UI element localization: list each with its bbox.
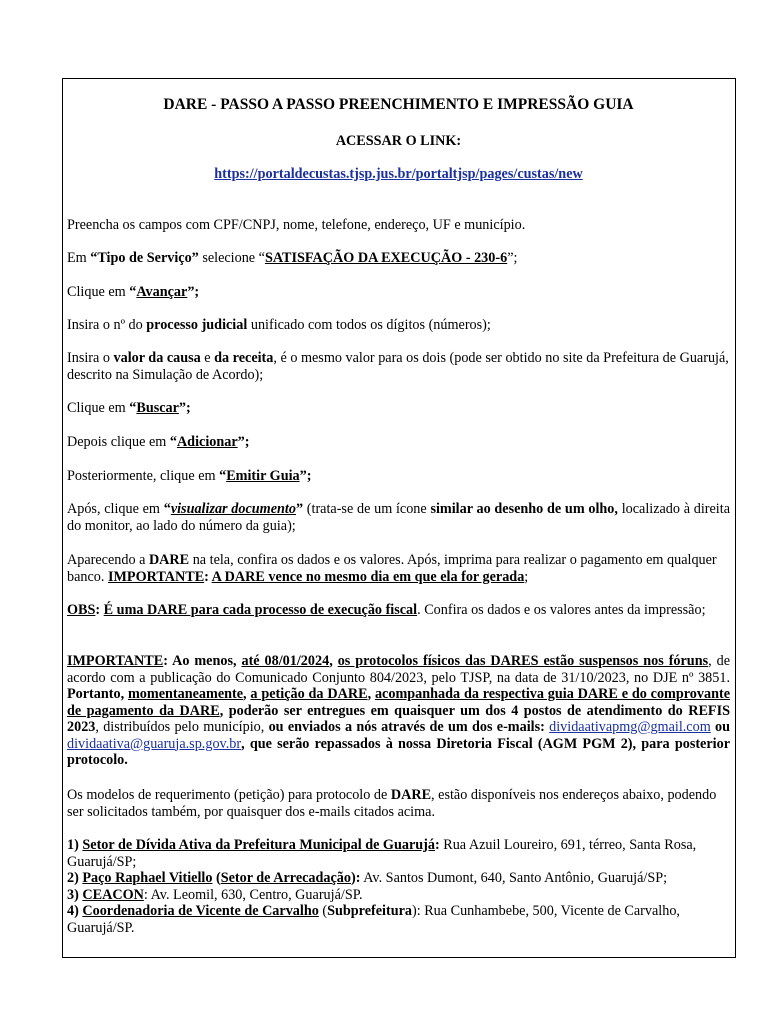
text: ) [411, 903, 417, 919]
quote: ” [295, 501, 304, 517]
address-number: 2) [67, 870, 83, 886]
step-view-document [67, 501, 730, 534]
text: . Confira os dados e os valores antes da impressão; [417, 602, 706, 618]
document-frame [62, 78, 736, 958]
text: : [95, 602, 104, 618]
address-name: Paço Raphael Vitiello [82, 870, 213, 886]
quote: “ [169, 434, 177, 450]
text: (trata-se de um ícone [303, 501, 431, 517]
step-fill-fields: Preencha os campos com CPF/CNPJ, nome, telefone, endereço, UF e município. [67, 217, 526, 233]
text: , [243, 686, 251, 702]
step-values [67, 350, 730, 383]
text: Após, clique em [67, 501, 164, 517]
email-link-gmail[interactable]: dividaativapmg@gmail.com [549, 719, 711, 735]
issue-guide-label: Emitir Guia [226, 468, 300, 484]
step-process-number [67, 317, 730, 334]
text: : Ao menos, [163, 653, 242, 669]
text: ( [212, 870, 221, 886]
text: Os modelos de requerimento (petição) para protocolo de [67, 787, 391, 803]
text: , de acordo com a publicação do Comunicado Conjunto 804/2023, pelo TJSP, na data de 31/10/2023, no DJE nº 3851. [67, 653, 731, 686]
important-paragraph [67, 653, 730, 769]
text: selecione “ [198, 250, 265, 266]
dare-label: DARE [390, 787, 432, 803]
quote: “ [163, 501, 171, 517]
dare-label: DARE [148, 552, 190, 568]
address-number: 4) [67, 903, 83, 919]
text: Portanto, [67, 686, 128, 702]
text: : [434, 837, 440, 853]
suspension-notice: os protocolos físicos das DARES estão suspensos nos fóruns [337, 653, 709, 669]
revenue-label: da receita [214, 350, 274, 366]
obs-label: OBS [67, 602, 96, 618]
text: Depois clique em [67, 434, 170, 450]
address-item-2 [67, 870, 730, 887]
access-link-heading: ACESSAR O LINK: [335, 133, 462, 149]
dare-petition-text: a petição da DARE [250, 686, 368, 702]
text: na tela, confira os dados e os valores. Após, imprima para realizar o pagamento em qualquer banco. [67, 552, 717, 585]
text: Insira o nº do [67, 317, 147, 333]
step-add [67, 434, 730, 451]
process-label: processo judicial [146, 317, 248, 333]
search-label: Buscar [136, 400, 179, 416]
quote: ”; [187, 284, 200, 300]
address-name: Setor de Dívida Ativa da Prefeitura Municipal de Guarujá [82, 837, 435, 853]
address-name: CEACON [82, 886, 144, 903]
text: , distribuídos pelo município, [95, 719, 269, 735]
step-advance [67, 284, 730, 301]
view-document-label: visualizar documento [170, 501, 296, 517]
text: ou [710, 719, 731, 735]
text: localizado à direita do monitor, ao lado do número da guia); [67, 501, 730, 534]
text: , estão disponíveis nos endereços abaixo, podendo ser solicitados também, por quaisquer dos e-mails citados acima. [67, 787, 717, 820]
text: ou enviados a nós através de um dos e-mails: [268, 719, 550, 735]
quote: ”; [237, 434, 250, 450]
address-name: Coordenadoria de Vicente de Carvalho [82, 903, 319, 919]
text: : [204, 568, 212, 585]
text: ; [524, 568, 529, 585]
obs-paragraph [67, 602, 730, 619]
quote: “ [219, 468, 227, 484]
step-service-type [67, 250, 730, 267]
address-number: 3) [67, 886, 83, 903]
portal-url-link[interactable]: https://portaldecustas.tjsp.jus.br/portaltjsp/pages/custas/new [214, 166, 583, 182]
service-option: SATISFAÇÃO DA EXECUÇÃO - 230-6 [264, 250, 508, 266]
address-text: Av. Santos Dumont, 640, Santo Antônio, Guarujá/SP; [360, 870, 668, 886]
text: Aparecendo a [67, 552, 149, 568]
email-link-guaruja[interactable]: dividaativa@guaruja.sp.gov.br [67, 735, 242, 752]
document-title: DARE - PASSO A PASSO PREENCHIMENTO E IMPRESSÃO GUIA [163, 96, 634, 113]
models-paragraph [67, 787, 730, 820]
quote: “ [129, 284, 137, 300]
obs-bold-text: É uma DARE para cada processo de execução fiscal [103, 602, 418, 618]
text: , que serão repassados à nossa Diretoria Fiscal (AGM PGM 2), para posterior protocolo. [67, 735, 730, 768]
text: unificado com todos os dígitos (números); [247, 317, 491, 333]
address-text: Av. Leomil, 630, Centro, Guarujá/SP. [147, 886, 363, 903]
address-number: 1) [67, 837, 83, 853]
text: Em [67, 250, 91, 266]
address-item-1 [67, 837, 730, 870]
text: ( [318, 903, 328, 919]
address-text: Rua Azuil Loureiro, 691, térreo, Santa Rosa, Guarujá/SP; [67, 837, 697, 870]
text: , poderão ser entregues em quaisquer um dos 4 postos de atendimento do REFIS 2023 [67, 702, 730, 735]
step-search [67, 400, 730, 417]
momentarily-text: momentaneamente [127, 686, 244, 702]
address-name-2: Setor de Arrecadação [220, 870, 351, 886]
accompanied-text: acompanhada da respectiva guia DARE e do comprovante de pagamento da DARE [67, 686, 730, 719]
important-label: IMPORTANTE [67, 653, 164, 669]
text: Posteriormente, clique em [67, 468, 220, 484]
quote: ”; [178, 400, 191, 416]
address-name-2: Subprefeitura [327, 903, 412, 919]
important-label: IMPORTANTE [107, 568, 205, 585]
text: e [200, 350, 215, 366]
text: Insira o [67, 350, 114, 366]
eye-icon-description: similar ao desenho de um olho, [430, 501, 618, 517]
text: : [143, 886, 148, 903]
text: Clique em [67, 284, 130, 300]
portal-url-line [67, 166, 730, 183]
address-item-4 [67, 903, 730, 936]
address-text: : Rua Cunhambebe, 500, Vicente de Carvalho, Guarujá/SP. [67, 903, 680, 936]
text: , é o mesmo valor para os dois (pode ser obtido no site da Prefeitura de Guarujá, descrito na Simulação de Acordo); [67, 350, 729, 383]
address-list [67, 837, 730, 936]
text: ”; [507, 250, 518, 266]
text: Clique em [67, 400, 130, 416]
quote: ”; [299, 468, 312, 484]
text: , [367, 686, 375, 702]
text: ): [351, 870, 361, 886]
step-issue-guide [67, 468, 730, 485]
cause-value-label: valor da causa [113, 350, 201, 366]
add-label: Adicionar [176, 434, 238, 450]
service-type-label: “Tipo de Serviço” [90, 250, 199, 266]
step-print-dare [67, 552, 730, 585]
address-item-3 [67, 887, 730, 904]
due-date-warning: A DARE vence no mesmo dia em que ela for gerada [211, 568, 525, 585]
text: , [329, 653, 338, 669]
deadline-date: até 08/01/2024 [241, 653, 330, 669]
quote: “ [129, 400, 137, 416]
advance-label: Avançar [136, 284, 188, 300]
